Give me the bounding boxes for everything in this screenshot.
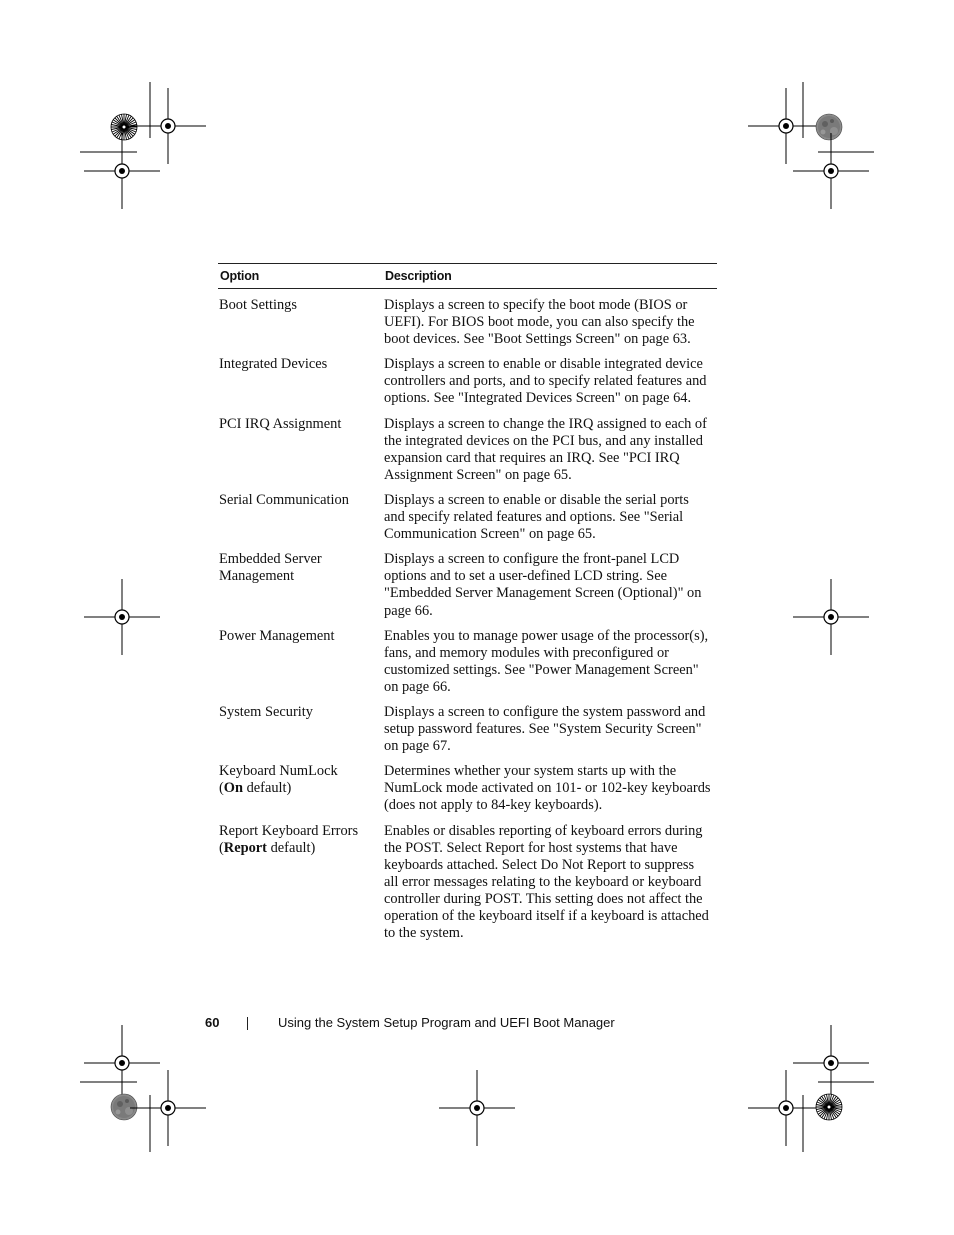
option-name: Embedded Server Management [219, 551, 322, 585]
default-suffix: default) [243, 780, 292, 797]
option-name: Serial Communication [219, 491, 349, 508]
table-row [218, 551, 717, 619]
option-name: System Security [219, 703, 313, 720]
default-value: Report [223, 839, 267, 856]
description-column-header: Description [385, 269, 452, 283]
option-description: Displays a screen to configure the system password and setup password features. See "System Security Screen" on page 67. [384, 703, 706, 755]
table-row [218, 492, 717, 543]
option-description: Displays a screen to specify the boot mode (BIOS or UEFI). For BIOS boot mode, you can also specify the boot devices. See "Boot Settings Screen" on page 63. [384, 297, 695, 348]
option-description: Displays a screen to configure the front-panel LCD options and to set a user-defined LCD string. See "Embedded Server Management Screen (Optional)" on page 66. [384, 551, 702, 619]
option-column-header: Option [220, 269, 260, 283]
footer-separator [247, 1017, 248, 1030]
option-label: Keyboard NumLock [219, 763, 338, 780]
option-description: Displays a screen to change the IRQ assigned to each of the integrated devices on the PCI bus, and any installed expansion card that requires an IRQ. See "PCI IRQ Assignment Screen" on page 65. [384, 415, 707, 483]
option-name [218, 823, 384, 943]
option-name [218, 763, 384, 814]
default-open-paren: ( [219, 839, 224, 856]
option-description: Displays a screen to enable or disable the serial ports and specify related features and options. See "Serial Communication Screen" on page 65. [384, 491, 689, 543]
default-open-paren: ( [219, 780, 224, 797]
page-footer [0, 1015, 954, 1035]
table-row [218, 416, 717, 484]
option-description: Determines whether your system starts up with the NumLock mode activated on 101- or 102-key keyboards (does not apply to 84-key keyboards). [384, 763, 711, 814]
table-row [218, 628, 717, 696]
option-description: Enables you to manage power usage of the processor(s), fans, and memory modules with preconfigured or customized settings. See "Power Management Screen" on page 66. [384, 627, 709, 695]
chapter-title: Using the System Setup Program and UEFI Boot Manager [278, 1015, 615, 1030]
page-number: 60 [205, 1015, 220, 1030]
option-name: Integrated Devices [219, 356, 328, 373]
option-description: Enables or disables reporting of keyboard errors during the POST. Select Report for host systems that have keyboards attached. Select Do Not Report to suppress all error messages relating to the keyboard or keyboard controller during POST. This setting does not affect the operation of the keyboard itself if a keyboard is attached to the system. [384, 822, 709, 942]
options-table [218, 263, 717, 942]
table-row [218, 823, 717, 943]
table-row [218, 356, 717, 407]
option-name: Power Management [219, 627, 335, 644]
option-name: PCI IRQ Assignment [219, 415, 342, 432]
default-value: On [223, 780, 243, 797]
table-row [218, 704, 717, 755]
option-description: Displays a screen to enable or disable integrated device controllers and ports, and to specify related features and options. See "Integrated Devices Screen" on page 64. [384, 356, 707, 407]
option-label: Report Keyboard Errors [219, 822, 359, 839]
table-header [218, 263, 717, 289]
option-name: Boot Settings [219, 297, 297, 313]
default-suffix: default) [266, 839, 316, 856]
table-row [218, 297, 717, 348]
table-row [218, 763, 717, 814]
